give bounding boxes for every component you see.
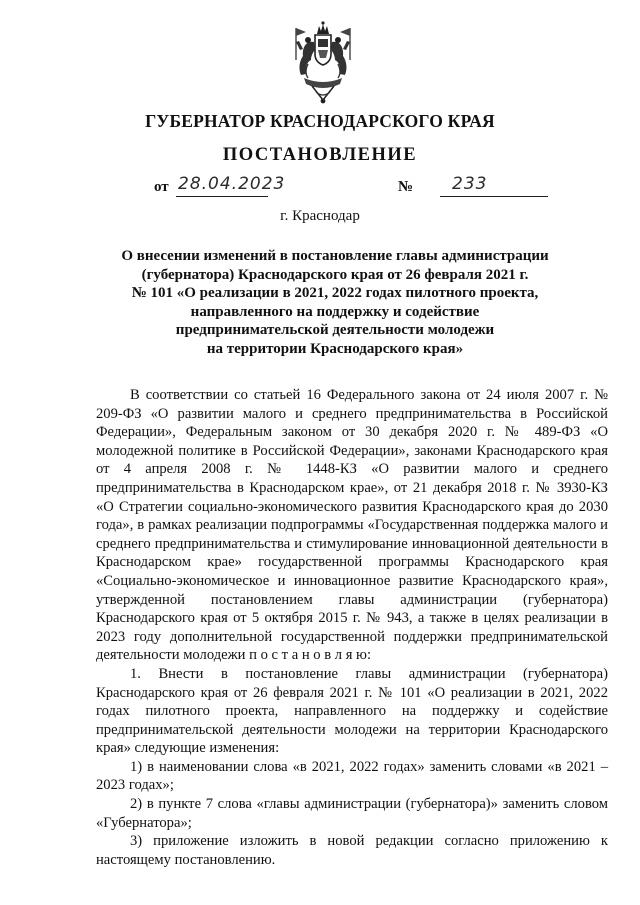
title-line: № 101 «О реализации в 2021, 2022 годах пилотного проекта, (131, 285, 539, 301)
date-underline (176, 196, 268, 197)
coat-of-arms-emblem (290, 20, 356, 106)
date-number-row (154, 175, 554, 201)
title-line: направленного на поддержку и содействие (190, 303, 480, 320)
item-1-paragraph: 1. Внести в постановление главы администрации (губернатора) Краснодарского края от 26 февраля 2021 г. № 101 «О реализации в 2021, 2022 годах пилотного проекта, направленного на поддержку и содействие предпринимательской деятельности молодежи на территории Краснодарского края» следующие изменения: (96, 665, 608, 757)
number-label: № (398, 179, 414, 195)
date-label: от (154, 179, 169, 195)
title-line: (губернатора) Краснодарского края от 26 февраля 2021 г. (141, 266, 529, 283)
preamble-paragraph: В соответствии со статьей 16 Федерального закона от 24 июля 2007 г. № 209-ФЗ «О развитии малого и среднего предпринимательства в Российской Федерации», Федеральным законом от 30 декабря 2020 г. № 489-ФЗ «О молодежной политике в Российской Федерации», законами Краснодарского края от 4 апреля 2008 г. № 1448-КЗ «О развитии малого и среднего предпринимательства в Краснодарском крае», от 21 декабря 2018 г. № 3930-КЗ «О Стратегии социально-экономического развития Краснодарского края до 2030 года», в рамках реализации подпрограммы «Государственная поддержка малого и среднего предпринимательства и стимулирование инновационной деятельности в Краснодарском крае» государственной программы Краснодарского края «Социально-экономическое и инновационное развитие Краснодарского края», утвержденной постановлением главы администрации (губернатора) Краснодарского края от 5 октября 2015 г. № 943, а также в целях реализации в 2023 году дополнительной государственной поддержки предпринимательской деятельности молодежи п о с т а н о в л я ю: (96, 387, 608, 664)
subitem-1-paragraph: 1) в наименовании слова «в 2021, 2022 годах» заменить словами «в 2021 – 2023 годах»; (96, 758, 608, 794)
title-line: предпринимательской деятельности молодежи (175, 322, 495, 338)
issuing-authority: ГУБЕРНАТОР КРАСНОДАРСКОГО КРАЯ (145, 111, 495, 131)
date-value: 28.04.2023 (178, 174, 286, 194)
document-body (96, 386, 608, 869)
title-line: на территории Краснодарского края» (206, 340, 464, 357)
title-line: О внесении изменений в постановление главы администрации (121, 248, 549, 264)
subitem-2-paragraph: 2) в пункте 7 слова «главы администрации (губернатора)» заменить словом «Губернатора»; (96, 796, 608, 831)
document-type: ПОСТАНОВЛЕНИЕ (222, 145, 418, 165)
number-value: 233 (452, 174, 488, 194)
city: г. Краснодар (280, 208, 360, 224)
number-underline (440, 196, 548, 197)
subitem-3-paragraph: 3) приложение изложить в новой редакции согласно приложению к настоящему постановлению. (96, 833, 608, 868)
document-title (100, 247, 570, 358)
